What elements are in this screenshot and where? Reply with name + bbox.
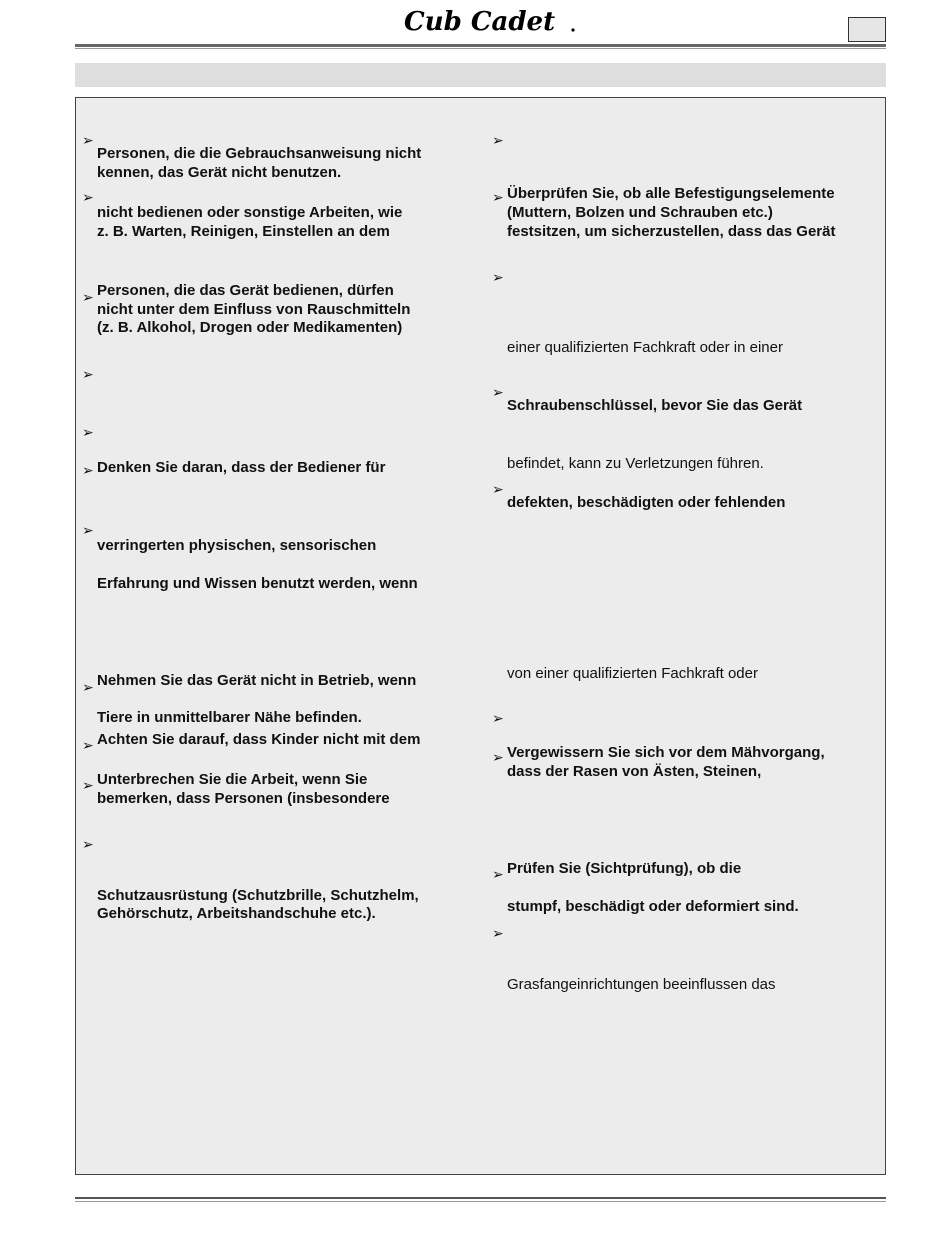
left-text-line: Denken Sie daran, dass der Bediener für	[97, 459, 386, 476]
section-title-bar	[75, 63, 886, 87]
bullet-arrow-icon: ➢	[492, 189, 504, 205]
right-text-line: festsitzen, um sicherzustellen, dass das Gerät	[507, 223, 836, 240]
left-text-line: Tiere in unmittelbarer Nähe befinden.	[97, 709, 362, 726]
bullet-arrow-icon: ➢	[82, 679, 94, 695]
bullet-arrow-icon: ➢	[492, 269, 504, 285]
left-text-line: nicht bedienen oder sonstige Arbeiten, wie	[97, 204, 403, 221]
footer-rule-thin	[75, 1201, 886, 1202]
bullet-arrow-icon: ➢	[492, 384, 504, 400]
left-text-line: bemerken, dass Personen (insbesondere	[97, 790, 390, 807]
right-text-line: dass der Rasen von Ästen, Steinen,	[507, 763, 762, 780]
right-text-line: Grasfangeinrichtungen beeinflussen das	[507, 976, 776, 993]
right-text-line: Überprüfen Sie, ob alle Befestigungselemente	[507, 185, 835, 202]
left-text-line: kennen, das Gerät nicht benutzen.	[97, 164, 342, 181]
right-text-line: (Muttern, Bolzen und Schrauben etc.)	[507, 204, 773, 221]
left-text-line: Gehörschutz, Arbeitshandschuhe etc.).	[97, 905, 376, 922]
right-text-line: befindet, kann zu Verletzungen führen.	[507, 455, 764, 472]
left-text-line: nicht unter dem Einfluss von Rauschmitteln	[97, 301, 411, 318]
right-text-line: von einer qualifizierten Fachkraft oder	[507, 665, 758, 682]
bullet-arrow-icon: ➢	[82, 462, 94, 478]
left-text-line: Nehmen Sie das Gerät nicht in Betrieb, wenn	[97, 672, 417, 689]
bullet-arrow-icon: ➢	[492, 710, 504, 726]
page-number-box	[848, 17, 886, 42]
bullet-arrow-icon: ➢	[82, 424, 94, 440]
left-text-line: z. B. Warten, Reinigen, Einstellen an dem	[97, 223, 390, 240]
right-text-line: Vergewissern Sie sich vor dem Mähvorgang,	[507, 744, 825, 761]
right-text-line: Prüfen Sie (Sichtprüfung), ob die	[507, 860, 742, 877]
bullet-arrow-icon: ➢	[82, 366, 94, 382]
right-text-line: einer qualifizierten Fachkraft oder in einer	[507, 339, 783, 356]
left-text-line: (z. B. Alkohol, Drogen oder Medikamenten)	[97, 319, 403, 336]
bullet-arrow-icon: ➢	[82, 189, 94, 205]
logo-text: Cub Cadet	[404, 7, 556, 37]
bullet-arrow-icon: ➢	[492, 132, 504, 148]
left-text-line: Schutzausrüstung (Schutzbrille, Schutzhelm,	[97, 887, 419, 904]
cub-cadet-logo	[400, 4, 580, 38]
bullet-arrow-icon: ➢	[492, 481, 504, 497]
left-text-line: Unterbrechen Sie die Arbeit, wenn Sie	[97, 771, 368, 788]
bullet-arrow-icon: ➢	[492, 925, 504, 941]
right-text-line: stumpf, beschädigt oder deformiert sind.	[507, 898, 799, 915]
bullet-arrow-icon: ➢	[492, 749, 504, 765]
footer-rule	[75, 1197, 886, 1199]
header-rule	[75, 44, 886, 47]
bullet-arrow-icon: ➢	[82, 836, 94, 852]
left-text-line: Personen, die die Gebrauchsanweisung nicht	[97, 145, 422, 162]
left-text-line: Personen, die das Gerät bedienen, dürfen	[97, 282, 394, 299]
right-text-line: defekten, beschädigten oder fehlenden	[507, 494, 786, 511]
header-rule-thin	[75, 48, 886, 49]
bullet-arrow-icon: ➢	[82, 289, 94, 305]
left-text-line: verringerten physischen, sensorischen	[97, 537, 377, 554]
bullet-arrow-icon: ➢	[82, 132, 94, 148]
left-text-line: Erfahrung und Wissen benutzt werden, wenn	[97, 575, 418, 592]
bullet-arrow-icon: ➢	[82, 777, 94, 793]
right-text-line: Schraubenschlüssel, bevor Sie das Gerät	[507, 397, 803, 414]
bullet-arrow-icon: ➢	[82, 522, 94, 538]
bullet-arrow-icon: ➢	[82, 737, 94, 753]
content-panel	[75, 97, 886, 1175]
bullet-arrow-icon: ➢	[492, 866, 504, 882]
left-text-line: Achten Sie darauf, dass Kinder nicht mit dem	[97, 731, 421, 748]
